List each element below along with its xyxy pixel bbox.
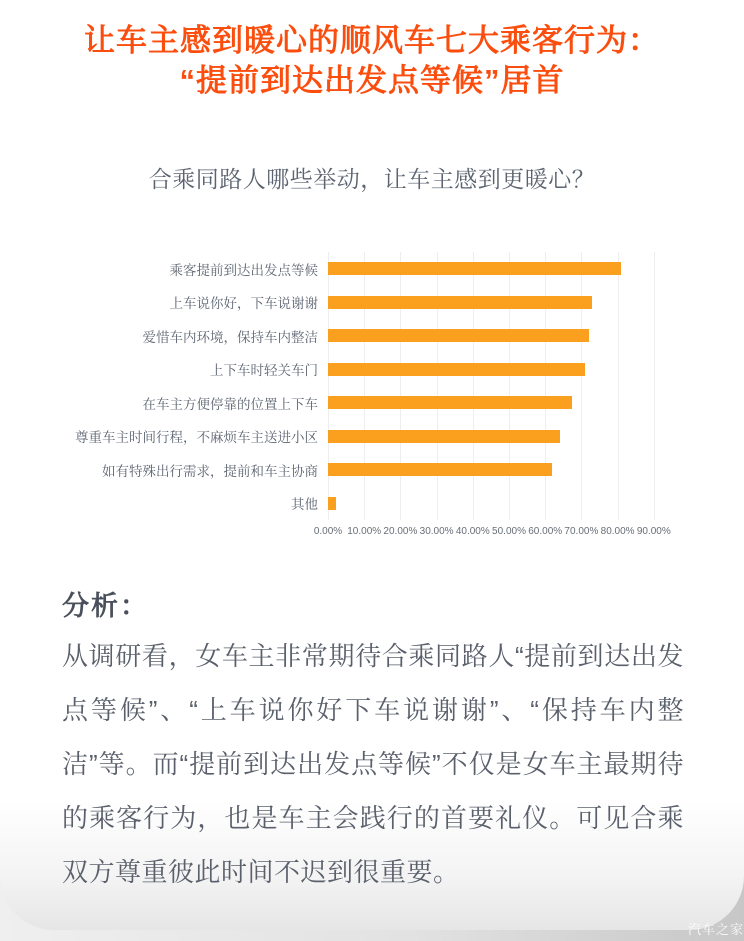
x-tick-label: 90.00% <box>636 526 671 537</box>
x-tick-label: 0.00% <box>313 526 343 537</box>
bar-track <box>328 262 684 275</box>
category-label: 乘客提前到达出发点等候 <box>169 262 318 278</box>
category-label: 其他 <box>291 497 318 513</box>
x-tick-label: 40.00% <box>455 526 490 537</box>
bar-track <box>328 363 684 376</box>
chart-rows <box>60 252 684 520</box>
category-label: 上下车时轻关车门 <box>210 363 318 379</box>
x-tick-label: 50.00% <box>492 526 526 537</box>
x-tick-label: 10.00% <box>347 526 382 537</box>
page-title <box>0 21 744 101</box>
x-tick-label: 60.00% <box>528 526 563 537</box>
x-tick-label: 30.00% <box>419 526 454 537</box>
analysis-text: 从调研看，女车主非常期待合乘同路人“提前到达出发点等候”、“上车说你好下车说谢谢”、“保持车内整洁”等。而“提前到达出发点等候”不仅是女车主最期待的乘客行为，也是车主会践行的首要礼仪。可见合乘双方尊重彼此时间不迟到很重要。 <box>62 641 684 887</box>
bar <box>328 497 336 510</box>
category-label: 如有特殊出行需求，提前和车主协商 <box>102 463 318 479</box>
bar <box>328 262 621 275</box>
bar-chart <box>60 252 684 520</box>
category-label: 上车说你好，下车说谢谢 <box>169 296 318 312</box>
bar-track <box>328 430 684 443</box>
chart-row <box>60 386 684 420</box>
page-title-line1: 让车主感到暖心的顺风车七大乘客行为： <box>84 23 660 58</box>
chart-row <box>60 319 684 353</box>
chart-row <box>60 487 684 521</box>
bar <box>328 430 560 443</box>
category-label: 尊重车主时间行程，不麻烦车主送进小区 <box>75 430 318 446</box>
analysis-heading: 分析： <box>62 591 149 621</box>
watermark: 汽车之家 <box>687 922 744 937</box>
x-tick-label: 20.00% <box>383 526 418 537</box>
bar-track <box>328 463 684 476</box>
chart-row <box>60 353 684 387</box>
chart-row <box>60 252 684 286</box>
x-axis-labels <box>313 526 688 540</box>
page-title-line2: “提前到达出发点等候”居首 <box>179 63 565 98</box>
x-tick-label: 80.00% <box>600 526 635 537</box>
bar <box>328 296 592 309</box>
bar-track <box>328 497 684 510</box>
bar <box>328 463 552 476</box>
category-label: 在车主方便停靠的位置上下车 <box>142 396 318 412</box>
bar <box>328 363 585 376</box>
chart-row <box>60 286 684 320</box>
chart-title: 合乘同路人哪些举动，让车主感到更暖心？ <box>148 166 596 192</box>
category-label: 爱惜车内环境，保持车内整洁 <box>142 329 318 345</box>
x-tick-label: 70.00% <box>564 526 599 537</box>
chart-row <box>60 420 684 454</box>
bar <box>328 329 589 342</box>
bar-track <box>328 296 684 309</box>
bar-track <box>328 396 684 409</box>
chart-row <box>60 453 684 487</box>
bar-track <box>328 329 684 342</box>
bar <box>328 396 572 409</box>
